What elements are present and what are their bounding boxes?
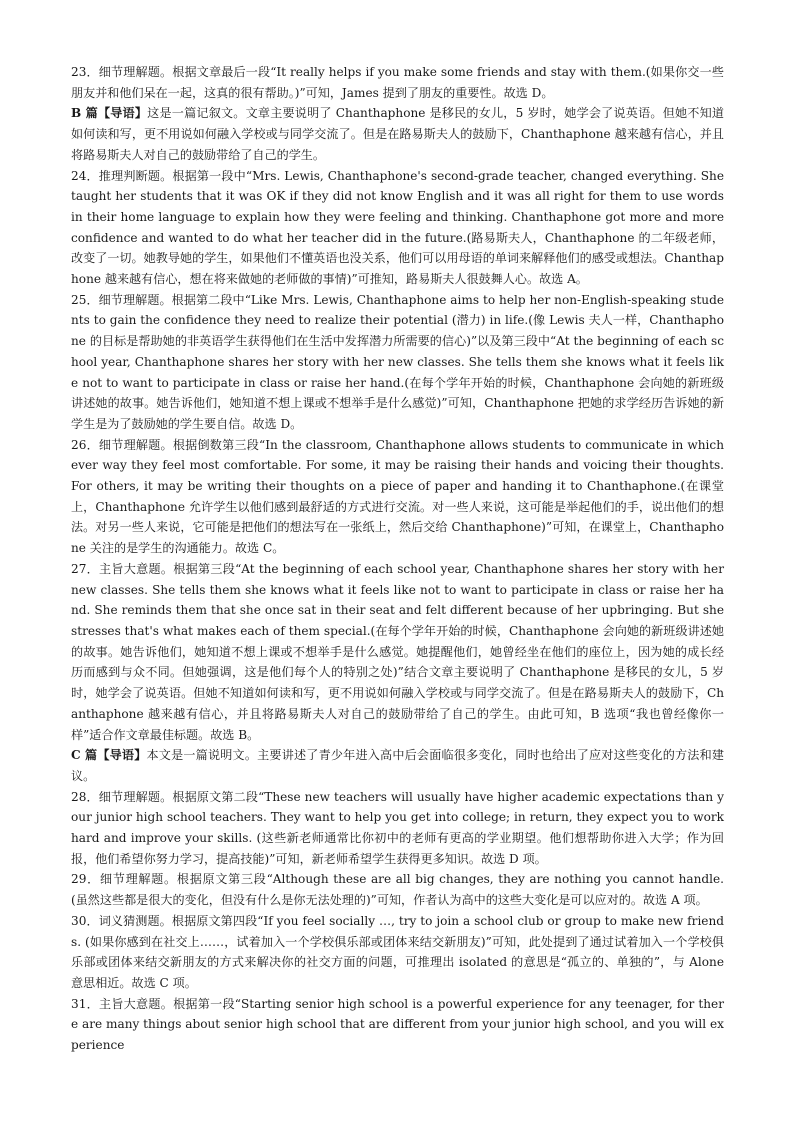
answer-26: 26．细节理解题。根据倒数第三段“In the classroom, Chanthaphone allows students to communicate in whichever way they feel most comfortable. For some, it may be raising their hands and voicing their thoughts. For others, it may be writing their thoughts on a piece of paper and handing it to Chanthaphone.(在课堂上，Chanthaphone 允许学生以他们感到最舒适的方式进行交流。对一些人来说，这可能是举起他们的手，说出他们的想法。对另一些人来说，它可能是把他们的想法写在一张纸上，然后交给 Chanthaphone)”可知，在课堂上，Chanthaphone 关注的是学生的沟通能力。故选 C。 xyxy=(71,437,724,556)
answer-24: 24．推理判断题。根据第一段中“Mrs. Lewis, Chanthaphone's second-grade teacher, changed everything. She taught her students that it was OK if they did not know English and it was all right for them to use words in their home language to explain how they were feeling and thinking. Chanthaphone got more and more confidence and wanted to do what her teacher did in the future.(路易斯夫人，Chanthaphone 的二年级老师，改变了一切。她教导她的学生，如果他们不懂英语也没关系，他们可以用母语的单词来解释他们的感受或想法。Chanthaphone 越来越有信心，想在将来做她的老师做的事情)”可推知，路易斯夫人很鼓舞人心。故选 A。 xyxy=(71,168,724,287)
answer-31: 31．主旨大意题。根据第一段“Starting senior high school is a powerful experience for any teenager, for there are many things about senior high school that are different from your junior high school, and you will experience xyxy=(71,996,724,1053)
section-label: C 篇【导语】 xyxy=(71,748,147,763)
passage-b-guide: B 篇【导语】这是一篇记叙文。文章主要说明了 Chanthaphone 是移民的女儿，5 岁时，她学会了说英语。但她不知道如何读和写，更不用说如何融入学校或与同学交流了。但是在路易斯夫人的鼓励下，Chanthaphone 越来越有信心，并且将路易斯夫人对自己的鼓励带给了自己的学生。 xyxy=(71,106,725,162)
answer-25: 25．细节理解题。根据第二段中“Like Mrs. Lewis, Chanthaphone aims to help her non-English-speaking students to gain the confidence they need to realize their potential (潜力) in life.(像 Lewis 夫人一样，Chanthaphone 的目标是帮助她的非英语学生获得他们在生活中发挥潜力所需要的信心)”以及第三段中“At the beginning of each school year, Chanthaphone shares her story with her new classes. She tells them she knows what it feels like not to want to participate in class or raise her hand.(在每个学年开始的时候，Chanthaphone 会向她的新班级讲述她的故事。她告诉他们，她知道不想上课或不想举手是什么感觉)”可知，Chanthaphone 把她的求学经历告诉她的新学生是为了鼓励她的学生要自信。故选 D。 xyxy=(71,292,724,431)
answer-28: 28．细节理解题。根据原文第二段“These new teachers will usually have higher academic expectations than your junior high school teachers. They want to help you get into college; in return, they expect you to work hard and improve your skills. (这些新老师通常比你初中的老师有更高的学业期望。他们想帮助你进入大学；作为回报，他们希望你努力学习，提高技能)”可知，新老师希望学生获得更多知识。故选 D 项。 xyxy=(71,789,724,866)
answer-23: 23．细节理解题。根据文章最后一段“It really helps if you make some friends and stay with them.(如果你交一些朋友并和他们呆在一起，这真的很有帮助。)”可知，James 提到了朋友的重要性。故选 D。 xyxy=(71,65,724,100)
answer-30: 30．词义猜测题。根据原文第四段“If you feel socially …, try to join a school club or group to make new friends. (如果你感到在社交上……，试着加入一个学校俱乐部或团体来结交新朋友)”可知，此处提到了通过试着加入一个学校俱乐部或团体来结交新朋友的方式来解决你的社交方面的问题，可推理出 isolated 的意思是“孤立的、单独的”，与 Alone 意思相近。故选 C 项。 xyxy=(71,913,724,990)
answer-29: 29．细节理解题。根据原文第三段“Although these are all big changes, they are nothing you cannot handle. (虽然这些都是很大的变化，但没有什么是你无法处理的)”可知，作者认为高中的这些大变化是可以应对的。故选 A 项。 xyxy=(71,872,724,908)
answer-27: 27．主旨大意题。根据第三段“At the beginning of each school year, Chanthaphone shares her story with her new classes. She tells them she knows what it feels like not to want to participate in class or raise her hand. She reminds them that she once sat in their seat and felt different because of her upbringing. But she stresses that's what makes each of them special.(在每个学年开始的时候，Chanthaphone 会向她的新班级讲述她的故事。她告诉他们，她知道不想上课或不想举手是什么感觉。她提醒他们，她曾经坐在他们的座位上，因为她的成长经历而感到与众不同。但她强调，这是他们每个人的特别之处)”结合文章主要说明了 Chanthaphone 是移民的女儿，5 岁时，她学会了说英语。但她不知道如何读和写，更不用说如何融入学校或与同学交流了。但是在路易斯夫人的鼓励下，Chanthaphone 越来越有信心，并且将路易斯夫人对自己的鼓励带给了自己的学生。由此可知，B 选项“我也曾经像你一样”适合作文章最佳标题。故选 B。 xyxy=(71,561,724,742)
section-label: B 篇【导语】 xyxy=(71,106,148,121)
passage-c-guide: C 篇【导语】本文是一篇说明文。主要讲述了青少年进入高中后会面临很多变化，同时也给出了应对这些变化的方法和建议。 xyxy=(71,748,724,783)
